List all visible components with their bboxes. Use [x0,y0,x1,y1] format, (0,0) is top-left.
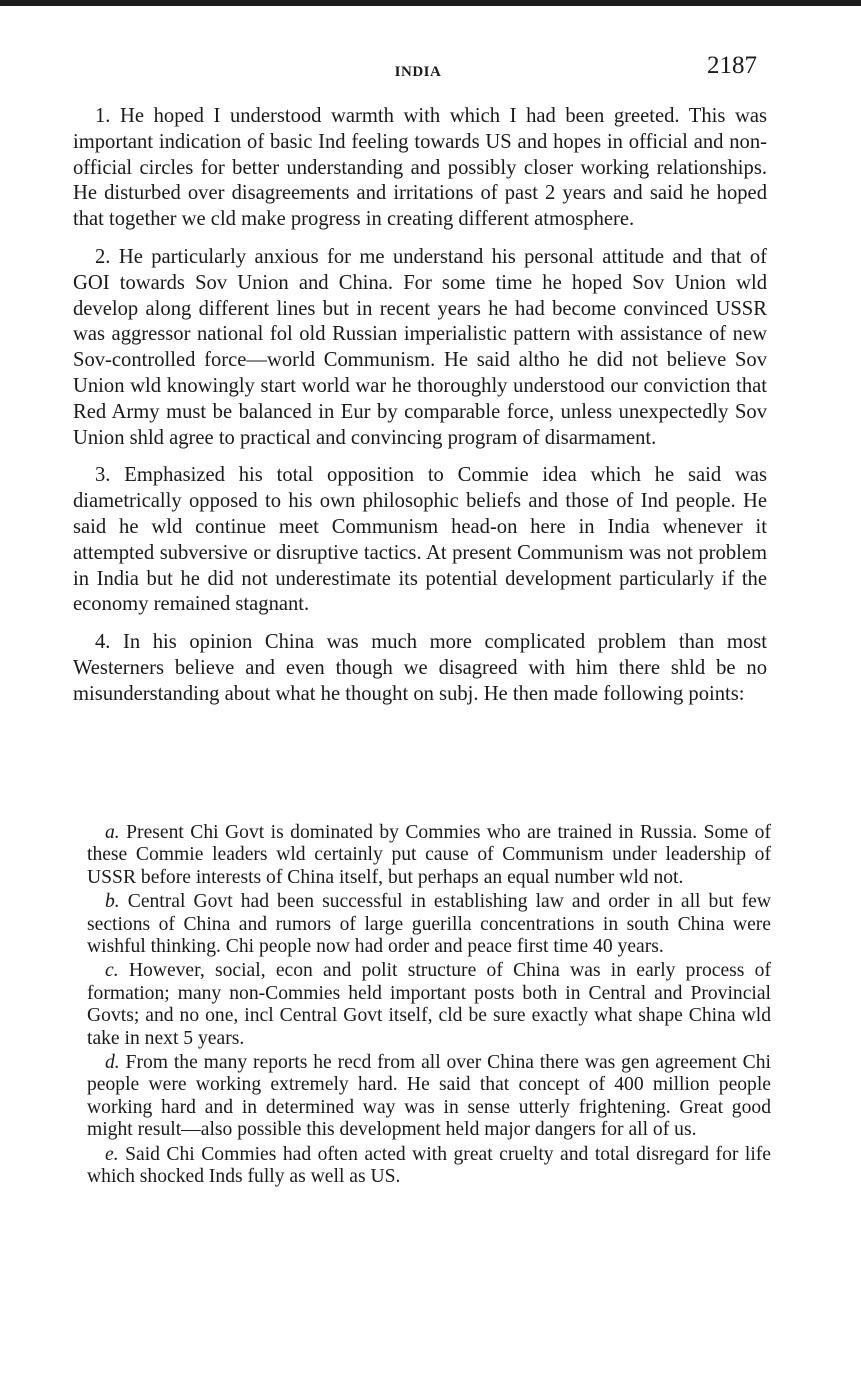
china-points-list [87,822,771,1191]
running-head [73,52,763,88]
point-text: Central Govt had been successful in establishing law and order in all but few sections of China and rumors of large guerilla concentrations in south China were wishful thinking. Chi people now had order and peace first time 40 years. [87,891,771,958]
china-point-c [87,960,771,1050]
body-text [73,104,767,720]
paragraph-2: 2. He particularly anxious for me understand his personal attitude and that of GOI towards Sov Union and China. For some time he hoped Sov Union wld develop along different lines but in recent years he had become convinced USSR was aggressor national fol old Russian imperialistic pattern with assistance of new Sov-controlled force—world Communism. He said altho he did not believe Sov Union wld knowingly start world war he thoroughly understood our conviction that Red Army must be balanced in Eur by comparable force, unless unexpectedly Sov Union shld agree to practical and convincing program of disarmament. [73,245,767,449]
china-point-e [87,1144,771,1189]
point-letter: a. [105,822,120,843]
page-top-border [0,0,861,6]
point-letter: b. [105,891,120,913]
china-point-a [87,822,771,889]
china-point-d [87,1052,771,1142]
point-letter: e. [105,1143,119,1165]
point-letter: c. [105,960,119,982]
paragraph-4: 4. In his opinion China was much more complicated problem than most Westerners believe and even though we disagreed with him there shld be no misunderstanding about what he thought on subj. He then made following points: [73,631,767,705]
point-text: Present Chi Govt is dominated by Commies who are trained in Russia. Some of these Commie leaders wld certainly put cause of Communism under leadership of USSR before interests of China itself, but perhaps an equal number wld not. [87,822,771,888]
running-title: INDIA [394,64,442,80]
point-text: Said Chi Commies had often acted with great cruelty and total disregard for life which shocked Inds fully as well as US. [87,1143,771,1188]
point-letter: d. [105,1052,120,1074]
page-number: 2187 [707,52,757,79]
point-text: However, social, econ and polit structure of China was in early process of formation; many non-Commies held important posts both in Central and Provincial Govts; and no one, incl Central Govt itself, cld be sure exactly what shape China wld take in next 5 years. [87,960,771,1049]
china-point-b [87,891,771,958]
paragraph-3: 3. Emphasized his total opposition to Commie idea which he said was diametrically opposed to his own philosophic beliefs and those of Ind people. He said he wld continue meet Communism head-on here in India whenever it attempted subversive or disruptive tactics. At present Communism was not problem in India but he did not underestimate its potential development particularly if the economy remained stagnant. [73,464,767,616]
paragraph-1: 1. He hoped I understood warmth with which I had been greeted. This was important indication of basic Ind feeling towards US and hopes in official and non-official circles for better understanding and possibly closer working relationships. He disturbed over disagreements and irritations of past 2 years and said he hoped that together we cld make progress in creating different atmosphere. [73,105,767,231]
point-text: From the many reports he recd from all over China there was gen agreement Chi people were working extremely hard. He said that concept of 400 million people working hard and in determined way was in sense utterly frightening. Great good might result—also possible this development held major dangers for all of us. [87,1052,771,1141]
